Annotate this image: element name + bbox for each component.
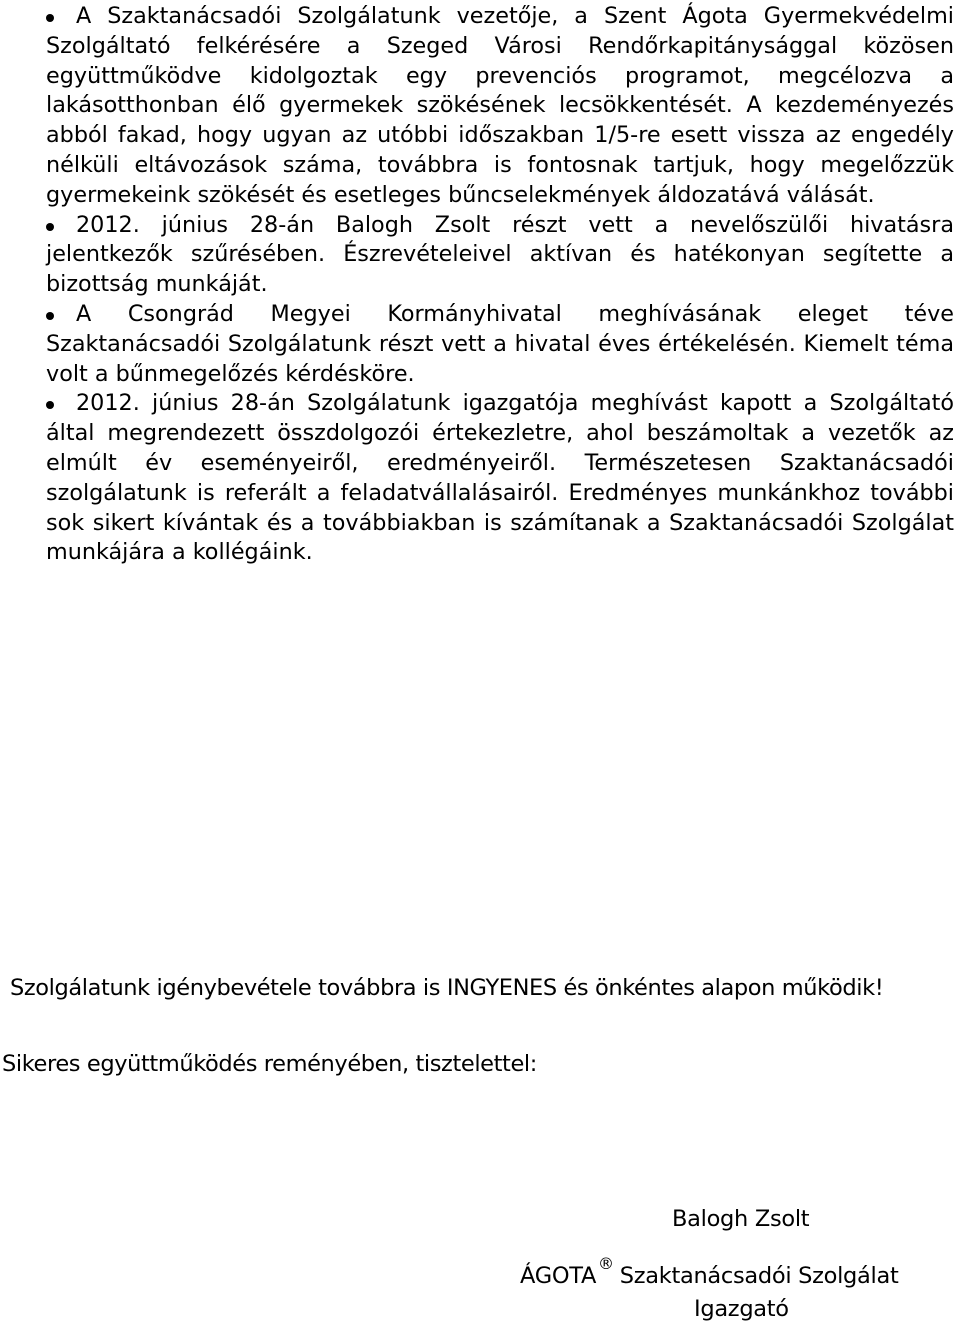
registered-trademark-icon: ® bbox=[598, 1254, 614, 1273]
bullet-item-prevention-program bbox=[46, 2, 954, 211]
signatory-title: Igazgató bbox=[694, 1296, 789, 1322]
organization-suffix: Szaktanácsadói Szolgálat bbox=[619, 1263, 899, 1289]
bullet-text: A Szaktanácsadói Szolgálatunk vezetője, a Szent Ágota Gyermekvédelmi Szolgáltató felkérésére a Szeged Városi Rendőrkapitánysággal közösen együttműködve kidolgoztak egy prevenciós programot, megcélozva a lakásotthonban élő gyermekek szökésének lecsökkentését. A kezdeményezés abból fakad, hogy ugyan az utóbbi időszakban 1/5-re esett vissza az engedély nélküli eltávozások száma, továbbra is fontosnak tartjuk, hogy megelőzzük gyermekeink szökését és esetleges bűncselekmények áldozatává válását. bbox=[46, 3, 954, 208]
news-bullet-list bbox=[46, 2, 954, 568]
signatory-name: Balogh Zsolt bbox=[672, 1206, 810, 1232]
free-service-notice: Szolgálatunk igénybevétele továbbra is INGYENES és önkéntes alapon működik! bbox=[10, 975, 884, 1001]
bullet-text: A Csongrád Megyei Kormányhivatal meghívásának eleget téve Szaktanácsadói Szolgálatunk részt vett a hivatal éves értékelésén. Kiemelt téma volt a bűnmegelőzés kérdésköre. bbox=[46, 300, 954, 387]
bullet-text: 2012. június 28-án Szolgálatunk igazgatója meghívást kapott a Szolgáltató által megrendezett összdolgozói értekezletre, ahol beszámoltak a vezetők az elmúlt év eseményeiről, eredményeiről. Természetesen Szaktanácsadói szolgálatunk is referált a feladatvállalásairól. Eredményes munkánkhoz további sok sikert kívántak és a továbbiakban is számítanak a Szaktanácsadói Szolgálat munkájára a kollégáink. bbox=[46, 390, 954, 566]
bullet-text: 2012. június 28-án Balogh Zsolt részt vett a nevelőszülői hivatásra jelentkezők szűrésében. Észrevételeivel aktívan és hatékonyan segítette a bizottság munkáját. bbox=[46, 211, 954, 298]
organization-prefix: ÁGOTA bbox=[520, 1263, 597, 1289]
closing-line: Sikeres együttműködés reményében, tisztelettel: bbox=[2, 1051, 537, 1077]
bullet-item-staff-meeting bbox=[46, 389, 954, 568]
bullet-item-foster-parent-screening bbox=[46, 211, 954, 300]
organization-name bbox=[520, 1254, 898, 1289]
bullet-item-government-office-review bbox=[46, 300, 954, 389]
